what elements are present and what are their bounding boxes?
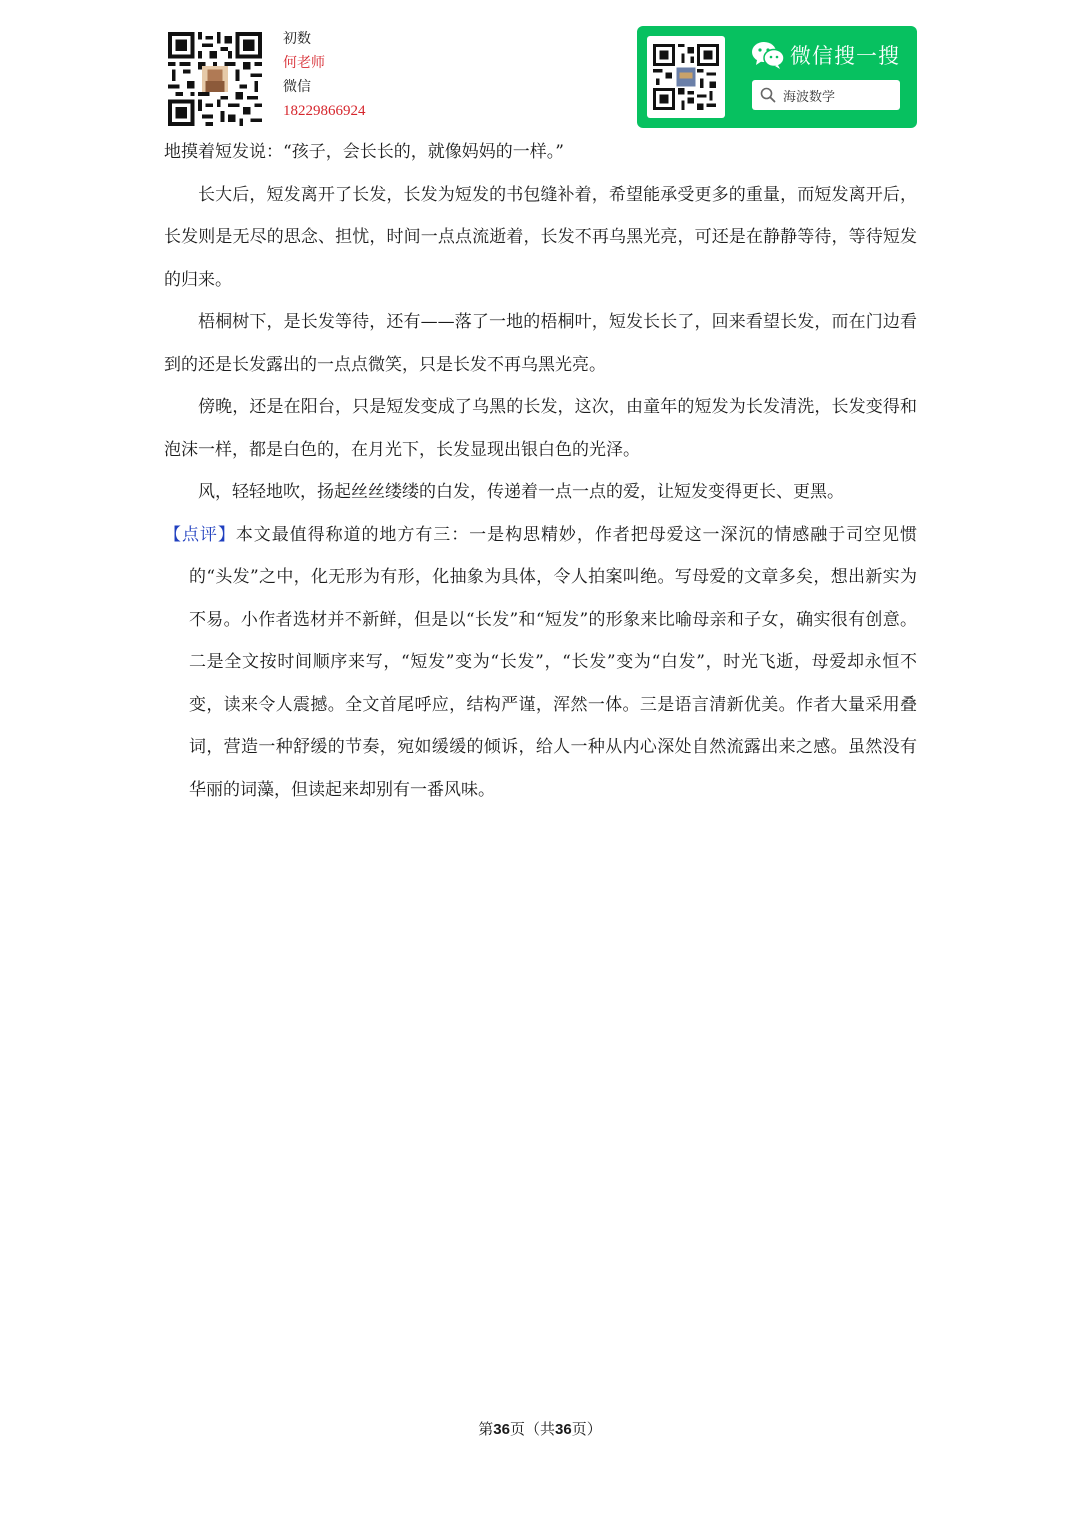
review-tag: 点评 — [181, 524, 218, 545]
paragraph: 梧桐树下，是长发等待，还有——落了一地的梧桐叶，短发长长了，回来看望长发，而在门边看到的还是长发露出的一点点微笑，只是长发不再乌黑光亮。 — [164, 312, 917, 375]
contact-line-subject: 初数 — [283, 31, 311, 47]
contact-info — [283, 27, 366, 123]
article-body — [164, 131, 917, 811]
paragraph: 风，轻轻地吹，扬起丝丝缕缕的白发，传递着一点一点的爱，让短发变得更长、更黑。 — [198, 482, 844, 502]
wechat-search-title: 微信搜一搜 — [790, 44, 900, 68]
contact-qr-code — [168, 32, 262, 126]
footer-mid: 页（共 — [509, 1420, 555, 1438]
footer-total-pages: 36 — [555, 1421, 572, 1438]
review-bracket-open: 【 — [164, 524, 182, 545]
wechat-search-box[interactable] — [752, 80, 900, 110]
wechat-qr-code — [653, 44, 719, 110]
search-icon — [760, 87, 776, 103]
paragraph: 长大后，短发离开了长发，长发为短发的书包缝补着，希望能承受更多的重量，而短发离开后，长发则是无尽的思念、担忧，时间一点点流逝着，长发不再乌黑光亮，可还是在静静等待，等待短发的归来。 — [164, 184, 917, 290]
paragraph: 傍晚，还是在阳台，只是短发变成了乌黑的长发，这次，由童年的短发为长发清洗，长发变得和泡沫一样，都是白色的，在月光下，长发显现出银白色的光泽。 — [164, 397, 917, 460]
paragraph: 地摸着短发说：“孩子，会长长的，就像妈妈的一样。” — [164, 142, 564, 162]
wechat-search-text: 海波数学 — [783, 90, 836, 105]
footer-page-number: 36 — [493, 1421, 510, 1438]
contact-phone: 18229866924 — [283, 103, 366, 119]
review-bracket-close: 】 — [217, 524, 236, 545]
contact-line-wechat: 微信 — [283, 79, 311, 95]
review-text: 本文最值得称道的地方有三：一是构思精妙，作者把母爱这一深沉的情感融于司空见惯的“头发”之中，化无形为有形，化抽象为具体，令人拍案叫绝。写母爱的文章多矣，想出新实为不易。小作者选材并不新鲜，但是以“长发”和“短发”的形象来比喻母亲和子女，确实很有创意。二是全文按时间顺序来写，“短发”变为“长发”，“长发”变为“白发”，时光飞逝，母爱却永恒不变，读来令人震撼。全文首尾呼应，结构严谨，浑然一体。三是语言清新优美。作者大量采用叠词，营造一种舒缓的节奏，宛如缓缓的倾诉，给人一种从内心深处自然流露出来之感。虽然没有华丽的词藻，但读起来却别有一番风味。 — [189, 524, 918, 800]
footer-suffix: 页） — [571, 1420, 602, 1438]
page-footer — [0, 1418, 1080, 1439]
wechat-qr-box — [647, 36, 725, 118]
wechat-logo-icon — [751, 40, 785, 70]
footer-prefix: 第 — [478, 1420, 494, 1438]
review-paragraph — [164, 514, 917, 812]
wechat-search-card — [637, 26, 917, 128]
contact-line-teacher: 何老师 — [283, 55, 325, 71]
